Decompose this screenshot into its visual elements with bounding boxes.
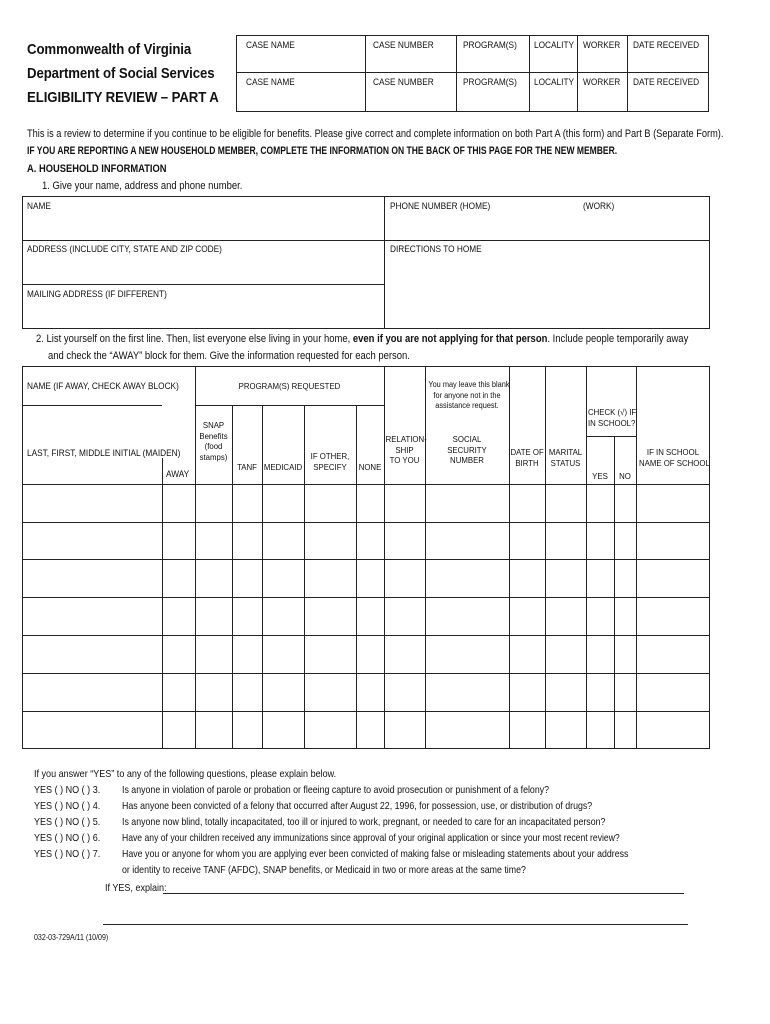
question-6-answer[interactable]: YES ( ) NO ( ) 6. (34, 832, 101, 844)
date-received-label-2: DATE RECEIVED (633, 77, 700, 87)
agency-title: Commonwealth of Virginia (27, 41, 192, 58)
case-number-label-2: CASE NUMBER (373, 77, 434, 87)
question-7-text: Have you or anyone for whom you are applying ever been convicted of making false or misleading statements about your address (122, 848, 629, 860)
item-2-instruction: 2. List yourself on the first line. Then, list everyone else living in your home, even if you are not applying for that person. Include people temporarily away (36, 333, 689, 345)
locality-label-2: LOCALITY (534, 77, 575, 87)
table-row[interactable] (23, 674, 709, 710)
section-a-heading: A. HOUSEHOLD INFORMATION (27, 163, 167, 175)
table-row[interactable] (23, 560, 709, 596)
question-3-text: Is anyone in violation of parole or probation or fleeing capture to avoid prosecution or punishment of a felony? (122, 784, 550, 796)
new-member-notice: IF YOU ARE REPORTING A NEW HOUSEHOLD MEMBER, COMPLETE THE INFORMATION ON THE BACK OF THIS PAGE FOR THE NEW MEMBER. (27, 145, 618, 157)
question-7-text-cont: or identity to receive TANF (AFDC), SNAP benefits, or Medicaid in two or more areas at the same time? (122, 864, 526, 876)
intro-text: This is a review to determine if you continue to be eligible for benefits. Please give correct and complete information on both Part A (this form) and Part B (Separate Form). (27, 128, 724, 140)
date-received-label: DATE RECEIVED (633, 40, 700, 50)
snap-column-header: SNAP Benefits (food stamps) (199, 420, 228, 462)
case-name-label: CASE NAME (246, 40, 295, 50)
tanf-column-header: TANF (237, 462, 257, 472)
programs-label-2: PROGRAM(S) (463, 77, 517, 87)
dob-column-header: DATE OF BIRTH (510, 447, 544, 468)
phone-work-label: (WORK) (583, 201, 615, 211)
department-title: Department of Social Services (27, 65, 215, 82)
school-name-column-header: IF IN SCHOOL NAME OF SCHOOL (638, 447, 710, 468)
marital-status-column-header: MARITAL STATUS (548, 447, 583, 468)
if-other-column-header: IF OTHER, SPECIFY (310, 451, 350, 472)
table-row[interactable] (23, 636, 709, 672)
table-row[interactable] (23, 485, 709, 521)
question-5-text: Is anyone now blind, totally incapacitated, too ill or injured to work, pregnant, or needed to care for an incapacitated person? (122, 816, 606, 828)
table-row[interactable] (23, 712, 709, 748)
name-field-label: NAME (27, 201, 51, 211)
programs-label: PROGRAM(S) (463, 40, 517, 50)
name-column-header: NAME (IF AWAY, CHECK AWAY BLOCK) (27, 381, 179, 391)
address-field-label: ADDRESS (INCLUDE CITY, STATE AND ZIP CODE) (27, 244, 222, 254)
item-1-instruction: 1. Give your name, address and phone number. (42, 180, 243, 192)
blank-note: You may leave this blank for anyone not in the assistance request. (428, 380, 510, 410)
none-column-header: NONE (358, 462, 382, 472)
in-school-column-header: CHECK (√) IF IN SCHOOL? (588, 407, 637, 428)
table-row[interactable] (23, 523, 709, 558)
no-column-header: NO (619, 471, 631, 481)
name-field[interactable] (23, 213, 383, 239)
explain-field[interactable] (163, 880, 684, 893)
worker-label: WORKER (583, 40, 621, 50)
explain-label: If YES, explain: (105, 882, 167, 894)
form-title: ELIGIBILITY REVIEW – PART A (27, 89, 219, 106)
question-4-answer[interactable]: YES ( ) NO ( ) 4. (34, 800, 101, 812)
case-name-label-2: CASE NAME (246, 77, 295, 87)
phone-field[interactable] (385, 213, 709, 239)
phone-home-label: PHONE NUMBER (HOME) (390, 201, 491, 211)
away-column-header: AWAY (166, 469, 190, 479)
item-2-instruction-cont: and check the “AWAY” block for them. Give the information requested for each person. (48, 350, 410, 362)
relationship-column-header: RELATION- SHIP TO YOU (385, 434, 427, 465)
medicaid-column-header: MEDICAID (263, 462, 303, 472)
table-row[interactable] (23, 598, 709, 634)
question-4-text: Has anyone been convicted of a felony that occurred after August 22, 1996, for possession, use, or distribution of drugs? (122, 800, 593, 812)
mailing-address-label: MAILING ADDRESS (IF DIFFERENT) (27, 289, 167, 299)
directions-field-label: DIRECTIONS TO HOME (390, 244, 482, 254)
locality-label: LOCALITY (534, 40, 575, 50)
question-6-text: Have any of your children received any immunizations since approval of your original application or since your most recent review? (122, 832, 620, 844)
mailing-address-field[interactable] (23, 301, 383, 328)
worker-label-2: WORKER (583, 77, 621, 87)
questions-intro: If you answer “YES” to any of the following questions, please explain below. (34, 768, 337, 780)
programs-requested-header: PROGRAM(S) REQUESTED (238, 381, 341, 391)
case-number-label: CASE NUMBER (373, 40, 434, 50)
question-5-answer[interactable]: YES ( ) NO ( ) 5. (34, 816, 101, 828)
question-3-answer[interactable]: YES ( ) NO ( ) 3. (34, 784, 101, 796)
question-7-answer[interactable]: YES ( ) NO ( ) 7. (34, 848, 101, 860)
ssn-column-header: SOCIAL SECURITY NUMBER (447, 434, 487, 465)
form-number: 032-03-729A/11 (10/09) (34, 933, 109, 942)
name-format-header: LAST, FIRST, MIDDLE INITIAL (MAIDEN) (27, 448, 181, 458)
explain-field-line-2[interactable] (103, 910, 688, 924)
directions-field[interactable] (385, 256, 709, 328)
address-field[interactable] (23, 256, 383, 283)
yes-column-header: YES (592, 471, 608, 481)
